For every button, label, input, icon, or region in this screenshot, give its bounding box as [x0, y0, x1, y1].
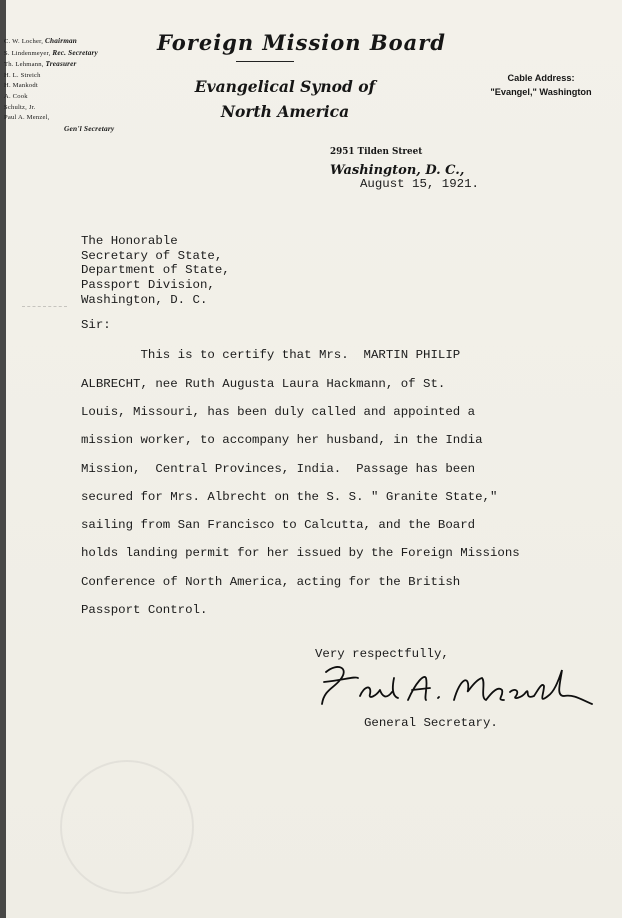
board-member: H. L. Streich [4, 71, 41, 79]
faint-seal-impression [60, 760, 194, 894]
signature-image [298, 660, 598, 710]
board-member: Schultz, Jr. [4, 103, 36, 111]
body-line: Conference of North America, acting for the British [81, 575, 461, 589]
body-line: mission worker, to accompany her husband, in the India [81, 433, 483, 447]
body-line: This is to certify that Mrs. MARTIN PHILIP [81, 348, 461, 362]
address-city: Washington, D. C., [330, 163, 465, 178]
body-line: holds landing permit for her issued by the Foreign Missions [81, 546, 520, 560]
signer-title: General Secretary. [364, 716, 498, 730]
body-line: ALBRECHT, nee Ruth Augusta Laura Hackmann, of St. [81, 377, 446, 391]
body-line: sailing from San Francisco to Calcutta, and the Board [81, 518, 476, 532]
letterhead-subtitle [185, 74, 385, 124]
title-rule [236, 61, 294, 62]
recipient-line: Washington, D. C. [81, 292, 208, 307]
letter-date: August 15, 1921. [360, 177, 479, 191]
board-member: A. Cook [4, 92, 28, 100]
address-street: 2951 Tilden Street [330, 147, 423, 157]
subtitle-line: Evangelical Synod of [194, 77, 376, 96]
body-line: Mission, Central Provinces, India. Passage has been [81, 462, 476, 476]
recipient-line: Secretary of State, [81, 248, 223, 263]
recipient-block [81, 234, 230, 308]
cable-value: "Evangel," Washington [490, 87, 592, 97]
margin-mark [22, 306, 67, 307]
letterhead-title: Foreign Mission Board [157, 30, 446, 55]
body-line: secured for Mrs. Albrecht on the S. S. " Granite State," [81, 490, 498, 504]
recipient-line: Department of State, [81, 263, 230, 278]
body-line: Louis, Missouri, has been duly called and appointed a [81, 405, 476, 419]
scan-edge [0, 0, 6, 918]
board-member: S. Lindenmeyer, Rec. Secretary [4, 48, 98, 57]
body-line: Passport Control. [81, 603, 208, 617]
cable-label: Cable Address: [507, 73, 575, 83]
board-member: H. Mankodt [4, 82, 38, 90]
gen-secretary-label: Gen'l Secretary [64, 123, 115, 133]
board-member: Paul A. Menzel, [4, 114, 50, 122]
salutation: Sir: [81, 318, 111, 332]
cable-address [466, 71, 616, 99]
recipient-line: Passport Division, [81, 278, 215, 293]
board-member: Th. Lehmann, Treasurer [4, 60, 77, 69]
closing: Very respectfully, [315, 647, 449, 661]
recipient-line: The Honorable [81, 234, 178, 248]
subtitle-line: North America [220, 102, 350, 121]
board-member-list [4, 36, 154, 134]
board-member: C. W. Locher, Chairman [4, 37, 77, 45]
